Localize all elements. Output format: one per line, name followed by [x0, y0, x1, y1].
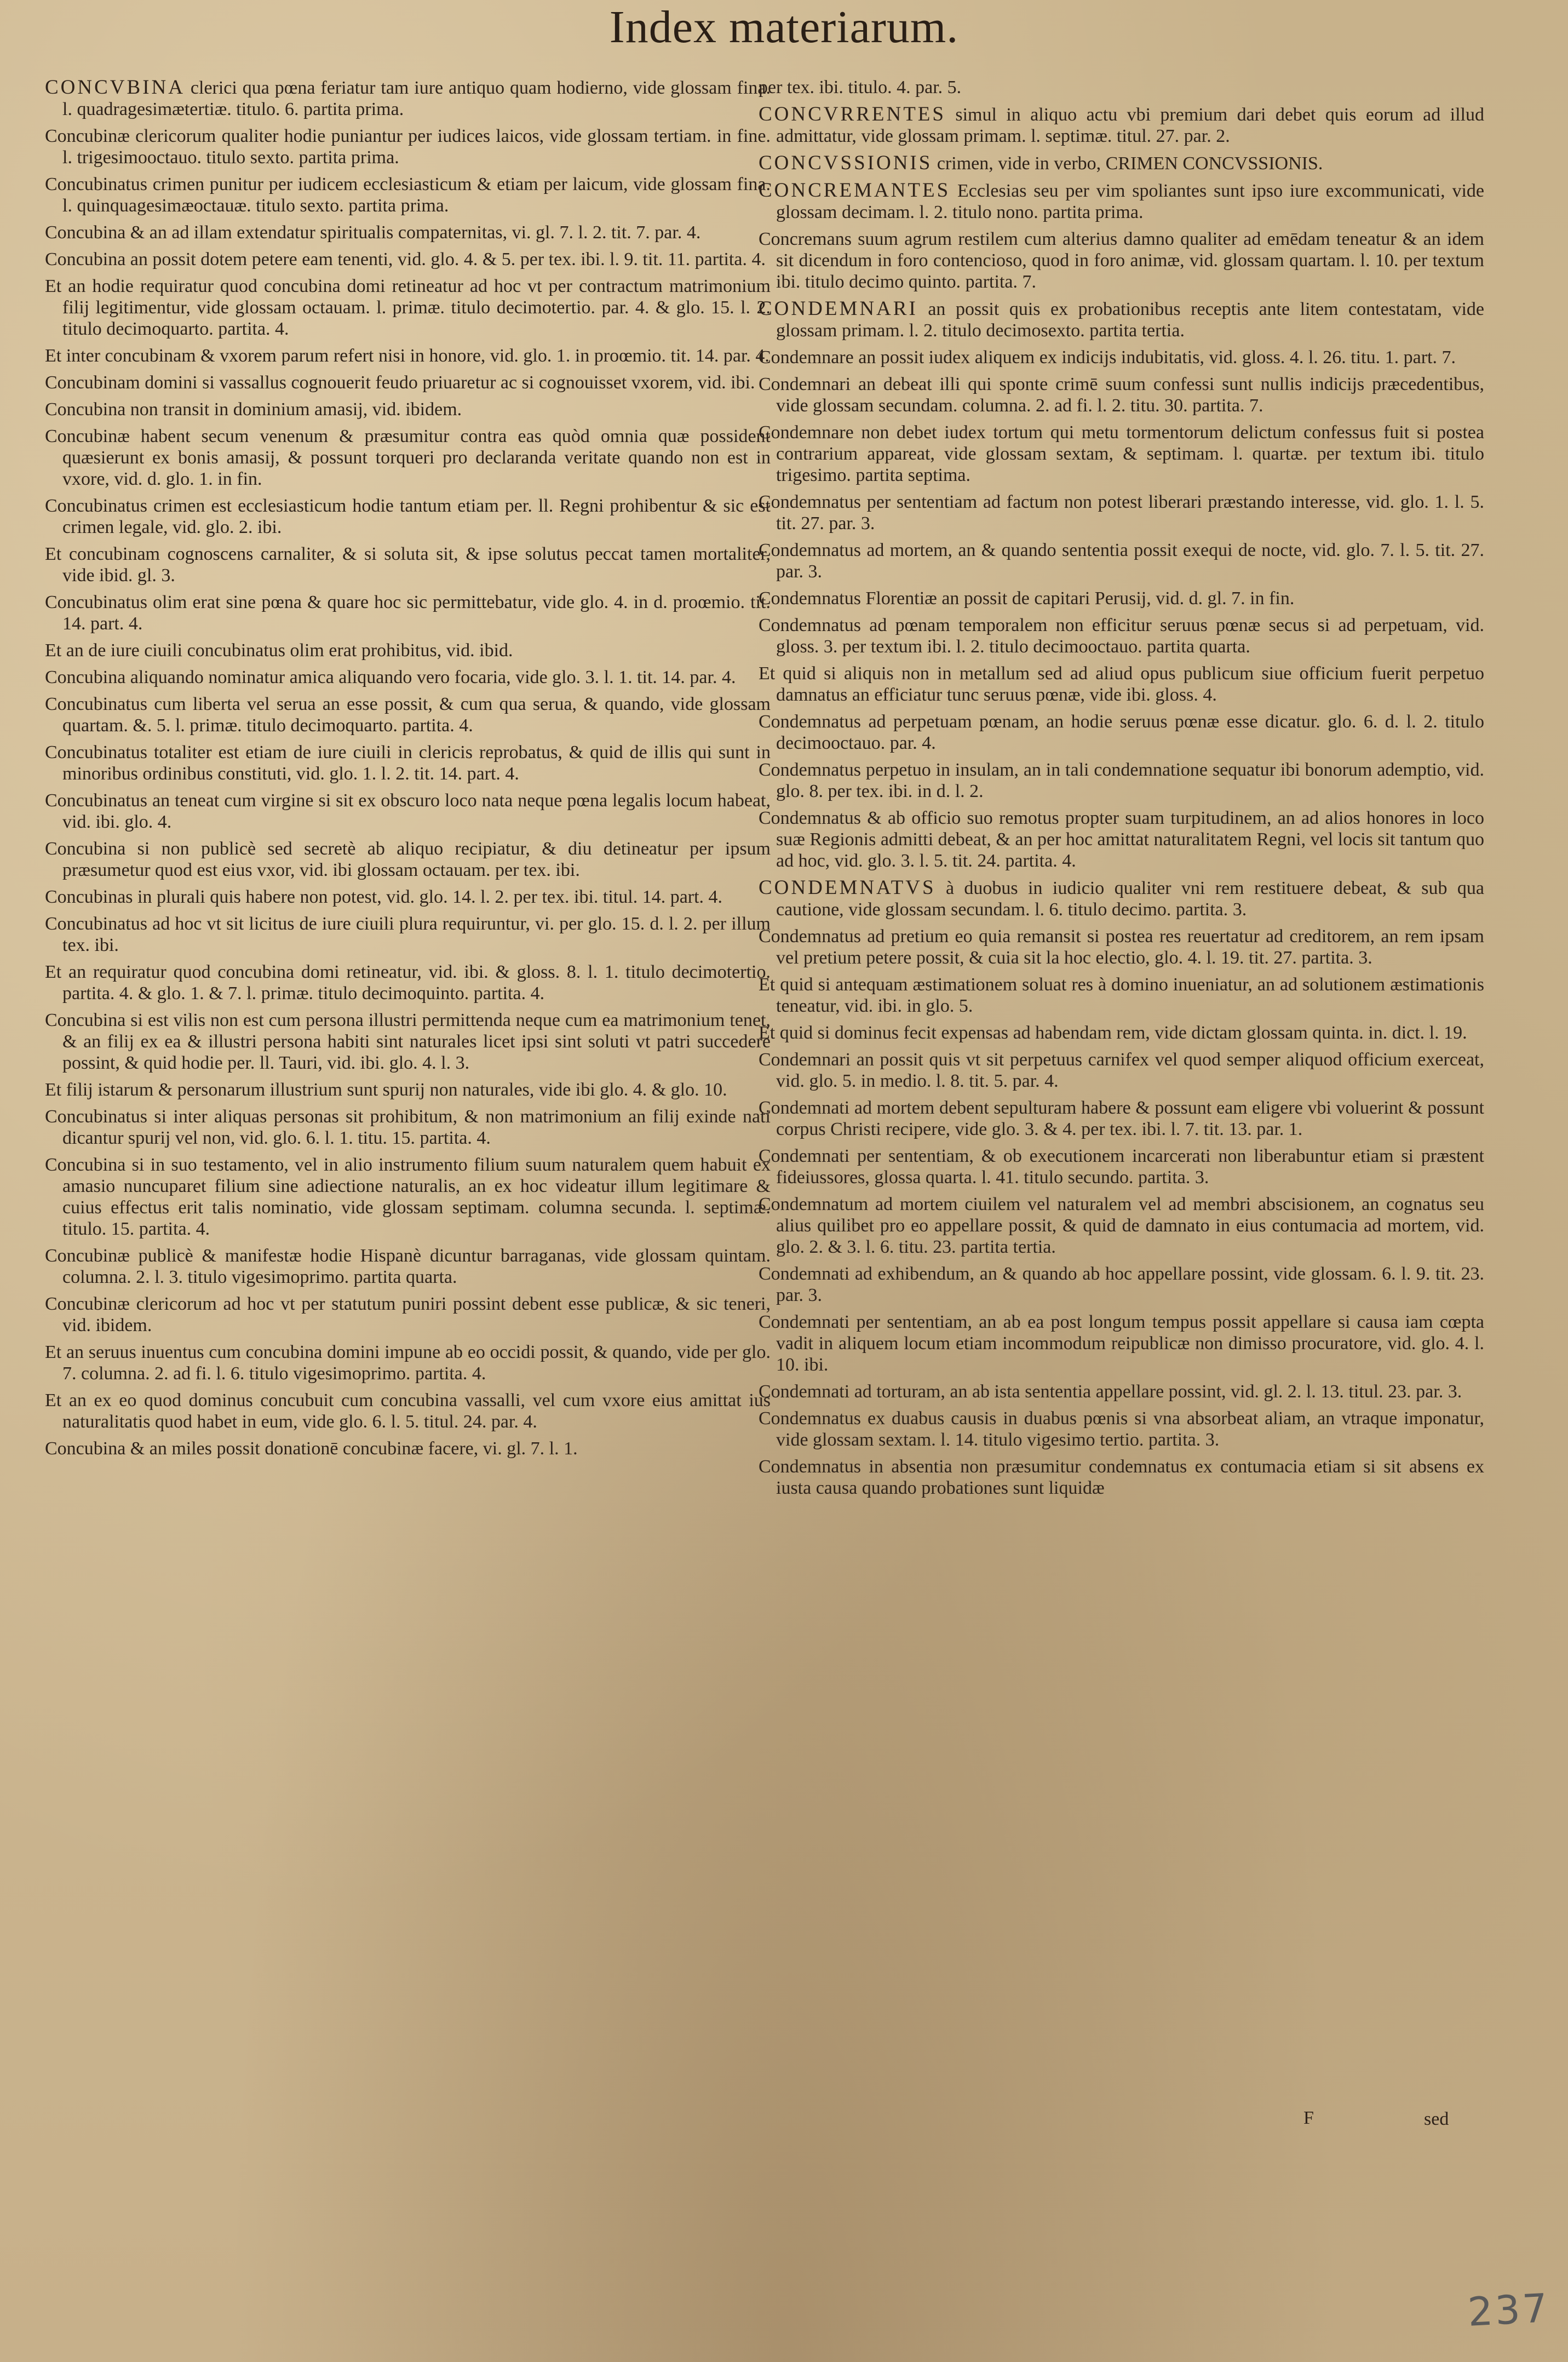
index-entry-text: Condemnatus perpetuo in insulam, an in tali condemnatione sequatur ibi bonorum ademptio, vid. glo. 8. per tex. ibi. in d. l. 2.	[759, 760, 1484, 801]
index-entry-text: Concubina aliquando nominatur amica aliquando vero focaria, vide glo. 3. l. 1. tit. 14. par. 4.	[45, 667, 736, 687]
index-entry-text: Concubinam domini si vassallus cognouerit feudo priuaretur ac si cognouisset vxorem, vid. ibi.	[45, 372, 755, 393]
index-entry	[759, 1194, 1484, 1258]
index-entry	[759, 1456, 1484, 1499]
index-entry	[45, 276, 771, 340]
index-entry	[45, 1293, 771, 1336]
index-entry	[759, 711, 1484, 754]
index-entry	[45, 426, 771, 490]
index-entry	[759, 926, 1484, 968]
index-entry-text: à duobus in iudicio qualiter vni rem restituere debeat, & sub qua cautione, vide glossam secundam. l. 6. titulo decimo. partita. 3.	[776, 878, 1484, 920]
index-entry	[45, 174, 771, 216]
index-entry	[45, 592, 771, 634]
index-entry	[45, 790, 771, 833]
index-entry-text: Condemnati ad torturam, an ab ista sententia appellare possint, vid. gl. 2. l. 13. titul. 23. par. 3.	[759, 1381, 1462, 1402]
index-entry-text: Et concubinam cognoscens carnaliter, & si soluta sit, & ipse solutus peccat tamen mortaliter, vide ibid. gl. 3.	[45, 544, 771, 586]
index-entry-text: Concubinatus crimen est ecclesiasticum hodie tantum etiam per. ll. Regni prohibentur & sic est crimen legale, vid. glo. 2. ibi.	[45, 496, 771, 537]
index-entry-text: simul in aliquo actu vbi premium dari debet quis eorum ad illud admittatur, vide glossam primam. l. septimæ. titul. 27. par. 2.	[776, 105, 1484, 146]
index-entry-text: Concubina non transit in dominium amasij, vid. ibidem.	[45, 399, 462, 420]
index-entry-text: Et quid si dominus fecit expensas ad habendam rem, vide dictam glossam quinta. in. dict. l. 19.	[759, 1023, 1467, 1043]
index-entry	[759, 1145, 1484, 1188]
index-entry-text: Concubinatus totaliter est etiam de iure ciuili in clericis reprobatus, & quid de illis qui sunt in minoribus ordinibus constituti, vid. glo. 1. l. 2. tit. 14. part. 4.	[45, 742, 771, 784]
index-keyword: CONDEMNARI	[759, 297, 918, 320]
index-entry-text: Et quid si aliquis non in metallum sed ad aliud opus publicum siue officium fuerit perpetuo damnatus an efficiatur tunc seruus pœnæ, vide ibi. gloss. 4.	[759, 663, 1484, 705]
index-entry-text: Condemnatus ad pœnam temporalem non efficitur seruus pœnæ secus si ad perpetuam, vid. gloss. 3. per textum ibi. l. 2. titulo decimooctauo. partita quarta.	[759, 615, 1484, 657]
index-entry-text: Concubinatus cum liberta vel serua an esse possit, & cum qua serua, & quando, vide glossam quartam. &. 5. l. primæ. titulo decimoquarto. partita. 4.	[45, 694, 771, 736]
index-entry-text: Concubinas in plurali quis habere non potest, vid. glo. 14. l. 2. per tex. ibi. titul. 14. part. 4.	[45, 887, 723, 907]
index-entry-text: Condemnari an debeat illi qui sponte crimē suum confessi sunt nullis indicijs præcedentibus, vide glossam secundam. columna. 2. ad fi. l. 2. titu. 30. partita. 7.	[759, 374, 1484, 416]
index-entry-text: Condemnare an possit iudex aliquem ex indicijs indubitatis, vid. gloss. 4. l. 26. titu. 1. part. 7.	[759, 347, 1456, 368]
index-keyword: CONDEMNATVS	[759, 876, 936, 899]
index-entry-text: Condemnati ad exhibendum, an & quando ab hoc appellare possint, vide glossam. 6. l. 9. tit. 23. par. 3.	[759, 1264, 1484, 1305]
index-entry-text: Condemnatus ex duabus causis in duabus pœnis si vna absorbeat aliam, an vtraque imponatur, vide glossam sextam. l. 14. titulo vigesimo tertio. partita. 3.	[759, 1408, 1484, 1450]
index-entry	[759, 1049, 1484, 1092]
index-entry	[759, 615, 1484, 657]
index-entry	[45, 742, 771, 784]
index-entry-text: Condemnatus per sententiam ad factum non potest liberari præstando interesse, vid. glo. 1. l. 5. tit. 27. par. 3.	[759, 492, 1484, 534]
index-entry	[45, 667, 771, 688]
index-entry	[45, 372, 771, 393]
index-entry-text: Concubinatus crimen punitur per iudicem ecclesiasticum & etiam per laicum, vide glossam fina. l. quinquagesimæoctauæ. titulo sexto. partita prima.	[45, 174, 771, 216]
index-entry-text: Condemnati ad mortem debent sepulturam habere & possunt eam eligere vbi voluerint & possunt corpus Christi recipere, vide glo. 3. & 4. per tex. ibi. l. 7. tit. 13. par. 1.	[759, 1098, 1484, 1139]
index-entry-text: Et inter concubinam & vxorem parum refert nisi in honore, vid. glo. 1. in proœmio. tit. 14. par. 4.	[45, 346, 769, 366]
left-column	[45, 77, 771, 2158]
index-entry	[45, 495, 771, 538]
index-entry	[759, 1097, 1484, 1140]
index-entry-text: clerici qua pœna feriatur tam iure antiquo quam hodierno, vide glossam fina. l. quadragesimætertiæ. titulo. 6. partita prima.	[62, 78, 771, 119]
index-entry-text: Condemnatus & ab officio suo remotus propter suam turpitudinem, an ad alios honores in loco suæ Regionis admitti debeat, & an per hoc amittat naturalitatem Regni, vel locis sit tantum quo ad hoc, vid. glo. 3. l. 5. tit. 24. partita. 4.	[759, 808, 1484, 871]
index-entry-text: Et an ex eo quod dominus concubuit cum concubina vassalli, vel cum vxore eius amittat ius naturalitatis quod habet in eum, vide glo. 6. l. 5. titul. 24. par. 4.	[45, 1390, 771, 1432]
index-entry-text: Condemnatus ad pretium eo quia remansit si postea res reuertatur ad creditorem, an rem ipsam vel pretium petere possit, & cuia sit la hoc electio, glo. 4. l. 19. tit. 27. partita. 3.	[759, 926, 1484, 968]
index-entry	[759, 374, 1484, 416]
index-entry	[45, 838, 771, 881]
index-entry	[45, 1079, 771, 1100]
index-entry-text: Condemnatus ad perpetuam pœnam, an hodie seruus pœnæ esse dicatur. glo. 6. d. l. 2. titulo decimooctauo. par. 4.	[759, 712, 1484, 753]
index-entry	[759, 152, 1484, 174]
index-entry-text: Condemnatum ad mortem ciuilem vel naturalem vel ad membri abscisionem, an cognatus seu alius quilibet pro eo appellare possit, & quid de damnato in eius contumacia ad mortem, vid. glo. 2. & 3. l. 6. titu. 23. partita tertia.	[759, 1194, 1484, 1257]
right-column	[759, 77, 1484, 2158]
index-entry-text: Et filij istarum & personarum illustrium sunt spurij non naturales, vide ibi glo. 4. & glo. 10.	[45, 1080, 727, 1100]
index-entry-text: per tex. ibi. titulo. 4. par. 5.	[759, 77, 962, 98]
index-entry	[759, 1311, 1484, 1375]
index-entry	[759, 298, 1484, 341]
index-keyword: CONCVSSIONIS	[759, 152, 933, 174]
index-entry	[759, 663, 1484, 706]
index-entry-text: Concubinatus si inter aliquas personas sit prohibitum, & non matrimonium an filij exinde nati dicantur spurij vel non, vid. glo. 6. l. 1. titu. 15. partita. 4.	[45, 1107, 771, 1148]
index-entry-text: an possit quis ex probationibus receptis ante litem contestatam, vide glossam primam. l. 2. titulo decimosexto. partita tertia.	[776, 299, 1484, 341]
index-entry	[759, 77, 1484, 98]
index-entry	[759, 540, 1484, 582]
index-entry-text: Concubinatus an teneat cum virgine si sit ex obscuro loco nata neque pœna legalis locum habeat, vid. ibi. glo. 4.	[45, 790, 771, 832]
index-entry	[45, 913, 771, 956]
index-entry-text: Condemnatus in absentia non præsumitur condemnatus ex contumacia etiam si sit absens ex iusta causa quando probationes sunt liquidæ	[759, 1457, 1484, 1498]
index-entry	[45, 1438, 771, 1459]
index-entry-text: Et an de iure ciuili concubinatus olim erat prohibitus, vid. ibid.	[45, 640, 513, 661]
index-entry-text: Et an seruus inuentus cum concubina domini impune ab eo occidi possit, & quando, vide per glo. 7. columna. 2. ad fi. l. 6. titulo vigesimoprimo. partita. 4.	[45, 1342, 771, 1384]
index-entry	[45, 886, 771, 908]
handwritten-folio-number: 237	[1466, 2285, 1551, 2335]
index-entry	[45, 693, 771, 736]
index-entry	[759, 588, 1484, 609]
index-entry	[45, 345, 771, 366]
index-entry-text: Concubina si in suo testamento, vel in alio instrumento filium suum naturalem quem habuit ex amasio nuncuparet filium sine adiectione naturalis, an ex hoc videatur illum legitimare & cuius effectus erit talis nominatio, vide glossam septimam. columna secunda. l. septimæ. titulo. 15. partita. 4.	[45, 1155, 771, 1239]
index-entry	[45, 249, 771, 270]
index-entry-text: Concubinæ clericorum qualiter hodie puniantur per iudices laicos, vide glossam tertiam. in fine. l. trigesimooctauo. titulo sexto. partita prima.	[45, 126, 771, 168]
index-entry-text: Concubina si non publicè sed secretè ab aliquo recipiatur, & diu detineatur per ipsum præsumetur quod est eius vxor, vid. ibi glossam octauam. per tex. ibi.	[45, 839, 771, 880]
index-entry	[759, 104, 1484, 147]
catchword: sed	[1424, 2109, 1449, 2129]
index-entry-text: Concubinæ habent secum venenum & præsumitur contra eas quòd omnia quæ possident quæsierunt ex bonis amasij, & possunt torqueri pro declaranda veritate quando non est in vxore, vid. d. glo. 1. in fin.	[45, 426, 771, 489]
index-entry	[45, 77, 771, 120]
index-entry-text: Concubinæ clericorum ad hoc vt per statutum puniri possint debent esse publicæ, & sic teneri, vid. ibidem.	[45, 1294, 771, 1335]
index-entry-text: Concubinatus olim erat sine pœna & quare hoc sic permittebatur, vide glo. 4. in d. proœmio. tit. 14. part. 4.	[45, 592, 771, 634]
index-entry-text: Et an hodie requiratur quod concubina domi retineatur ad hoc vt per contractum matrimonium filij legitimentur, vide glossam octauam. l. primæ. titulo decimotertio. par. 4. & glo. 15. l. 2. titulo decimoquarto. partita. 4.	[45, 276, 771, 339]
index-entry	[759, 180, 1484, 223]
index-entry	[45, 399, 771, 420]
index-entry	[45, 1390, 771, 1432]
index-entry-text: Condemnatus Florentiæ an possit de capitari Perusij, vid. d. gl. 7. in fin.	[759, 588, 1295, 609]
index-keyword: CONCREMANTES	[759, 179, 951, 202]
index-entry-text: Concremans suum agrum restilem cum alterius damno qualiter ad emēdam teneatur & an idem sit dicendum in foro contencioso, quod in foro animæ, vid. glossam quartam. l. 10. per textum ibi. titulo decimo quinto. partita. 7.	[759, 229, 1484, 292]
index-entry	[45, 1106, 771, 1149]
index-entry	[759, 1263, 1484, 1306]
index-entry	[759, 807, 1484, 872]
index-entry	[759, 877, 1484, 920]
index-entry	[45, 1245, 771, 1288]
index-entry	[759, 1381, 1484, 1402]
index-entry	[45, 125, 771, 168]
index-entry-text: Concubina & an ad illam extendatur spiritualis compaternitas, vi. gl. 7. l. 2. tit. 7. par. 4.	[45, 222, 701, 243]
index-entry	[45, 543, 771, 586]
index-entry-text: Concubina & an miles possit donationē concubinæ facere, vi. gl. 7. l. 1.	[45, 1438, 578, 1459]
index-entry	[759, 759, 1484, 802]
index-entry-text: Concubina si est vilis non est cum persona illustri permittenda neque cum ea matrimonium tenet, & an filij ex ea & illustri persona habiti sint naturales licet ipsi sint soluti vt patri succedere possint, & quid hodie per. ll. Tauri, vid. ibi. glo. 4. l. 3.	[45, 1010, 771, 1073]
index-entry-text: Concubina an possit dotem petere eam tenenti, vid. glo. 4. & 5. per tex. ibi. l. 9. tit. 11. partita. 4.	[45, 249, 766, 270]
index-keyword: CONCVRRENTES	[759, 103, 946, 125]
index-entry-text: Condemnati per sententiam, an ab ea post longum tempus possit appellare si causa iam cœpta vadit in aliquem locum etiam incommodum reipublicæ non dimisso procuratore, vid. glo. 4. l. 10. ibi.	[759, 1312, 1484, 1375]
index-entry	[759, 422, 1484, 486]
signature-mark: F	[1303, 2108, 1314, 2128]
index-entry	[759, 1408, 1484, 1451]
page-title: Index materiarum.	[609, 2, 959, 53]
index-entry-text: crimen, vide in verbo, CRIMEN CONCVSSIONIS.	[932, 153, 1323, 174]
index-entry-text: Et quid si antequam æstimationem soluat res à domino inueniatur, an ad solutionem æstimationis teneatur, vid. ibi. in glo. 5.	[759, 974, 1484, 1016]
index-entry	[45, 1010, 771, 1074]
index-entry-text: Condemnare non debet iudex tortum qui metu tormentorum delictum confessus fuit si postea contrarium appareat, vide glossam sextam, & septimam. l. quartæ. per textum ibi. titulo trigesimo. partita septima.	[759, 422, 1484, 485]
index-entry-text: Ecclesias seu per vim spoliantes sunt ipso iure excommunicati, vide glossam decimam. l. 2. titulo nono. partita prima.	[776, 181, 1484, 222]
index-entry	[45, 961, 771, 1004]
index-entry-text: Concubinatus ad hoc vt sit licitus de iure ciuili plura requiruntur, vi. per glo. 15. d. l. 2. per illum tex. ibi.	[45, 914, 771, 955]
index-entry-text: Condemnari an possit quis vt sit perpetuus carnifex vel quod semper aliquod officium exerceat, vid. glo. 5. in medio. l. 8. tit. 5. par. 4.	[759, 1050, 1484, 1091]
index-keyword: CONCVBINA	[45, 77, 185, 99]
index-entry-text: Condemnati per sententiam, & ob executionem incarcerati non liberabuntur etiam si præstent fideiussores, glossa quarta. l. 41. titulo secundo. partita. 3.	[759, 1146, 1484, 1188]
index-entry	[45, 222, 771, 243]
index-entry	[759, 1022, 1484, 1044]
index-entry	[45, 1341, 771, 1384]
index-entry	[45, 1154, 771, 1240]
index-entry-text: Et an requiratur quod concubina domi retineatur, vid. ibi. & gloss. 8. l. 1. titulo decimotertio. partita. 4. & glo. 1. & 7. l. primæ. titulo decimoquinto. partita. 4.	[45, 962, 771, 1004]
index-entry	[759, 228, 1484, 293]
index-entry	[45, 640, 771, 661]
index-entry	[759, 347, 1484, 368]
index-entry-text: Condemnatus ad mortem, an & quando sententia possit exequi de nocte, vid. glo. 7. l. 5. tit. 27. par. 3.	[759, 540, 1484, 582]
index-entry-text: Concubinæ publicè & manifestæ hodie Hispanè dicuntur barraganas, vide glossam quintam. columna. 2. l. 3. titulo vigesimoprimo. partita quarta.	[45, 1246, 771, 1287]
index-entry	[759, 974, 1484, 1017]
index-entry	[759, 491, 1484, 534]
